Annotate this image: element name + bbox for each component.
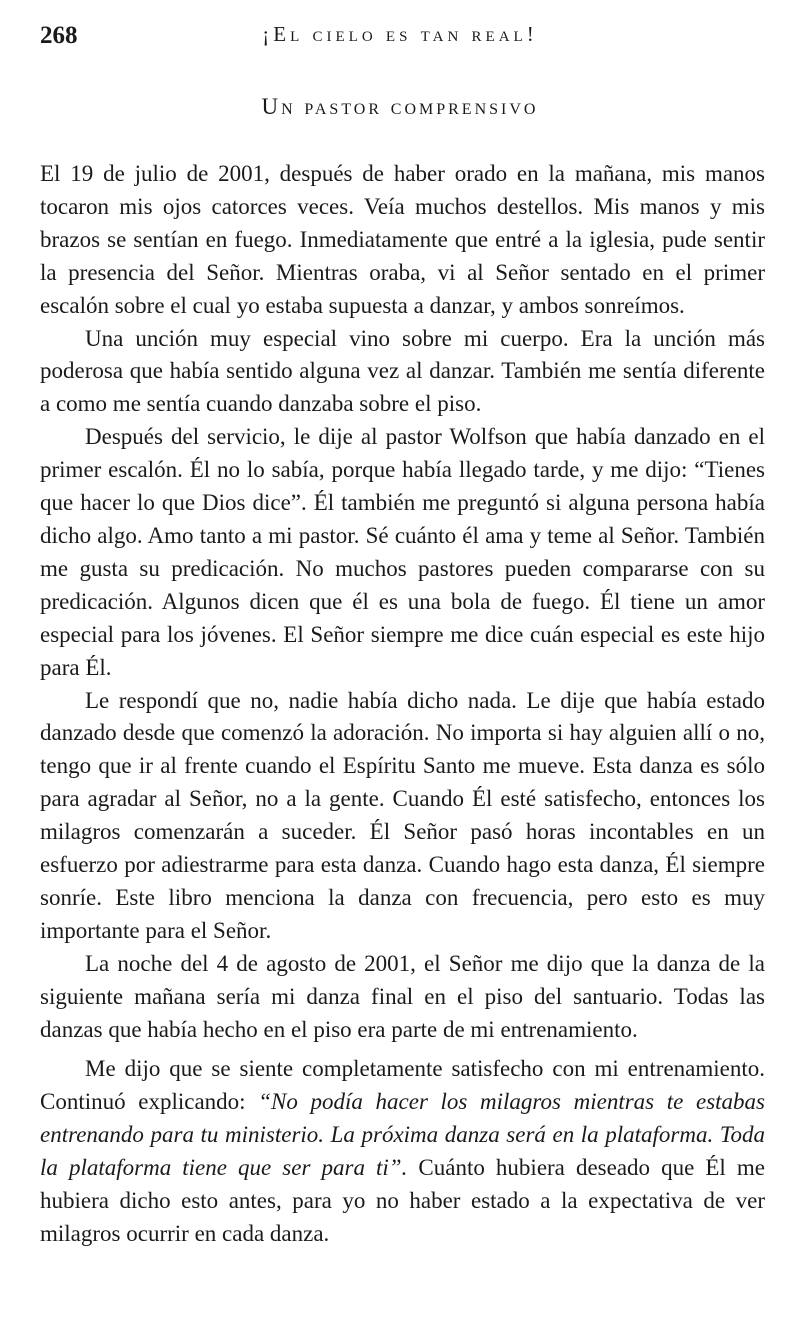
page-number: 268 bbox=[40, 22, 78, 49]
paragraph: Después del servicio, le dije al pastor Wolfson que había danzado en el primer escalón. Él no lo sabía, porque había llegado tarde, y me dijo: “Tienes que hacer lo que Dios dice”. Él también me preguntó si alguna persona había dicho algo. Amo tanto a mi pastor. Sé cuánto él ama y teme al Señor. También me gusta su predicación. No muchos pastores pueden compararse con su predicación. Algunos dicen que él es una bola de fuego. Él tiene un amor especial para los jóvenes. El Señor siempre me dice cuán especial es este hijo para Él. bbox=[40, 424, 765, 680]
paragraph bbox=[40, 1053, 765, 1250]
paragraph-text: Cuánto hubiera deseado que Él me hubiera dicho esto antes, para yo no haber estado a la expectativa de ver milagros ocurrir en cada danza. bbox=[40, 1155, 765, 1246]
body-text bbox=[40, 158, 765, 1251]
paragraph: El 19 de julio de 2001, después de haber orado en la mañana, mis manos tocaron mis ojos catorces veces. Veía muchos destellos. Mis manos y mis brazos se sentían en fuego. Inmediatamente que entré a la iglesia, pude sentir la presencia del Señor. Mientras oraba, vi al Señor sentado en el primer escalón sobre el cual yo estaba supuesta a danzar, y ambos sonreímos. bbox=[40, 161, 765, 318]
paragraph-text: Me dijo que se siente completamente satisfecho con mi entrenamiento. Continuó explicando: bbox=[40, 1056, 765, 1115]
paragraph: Le respondí que no, nadie había dicho nada. Le dije que había estado danzado desde que comenzó la adoración. No importa si hay alguien allí o no, tengo que ir al frente cuando el Espíritu Santo me mueve. Esta danza es sólo para agradar al Señor, no a la gente. Cuando Él esté satisfecho, entonces los milagros comenzarán a suceder. Él Señor pasó horas incontables en un esfuerzo por adiestrarme para esta danza. Cuando hago esta danza, Él siempre sonríe. Este libro menciona la danza con frecuencia, pero esto es muy importante para el Señor. bbox=[40, 687, 765, 943]
section-title: Un pastor comprensivo bbox=[261, 94, 539, 119]
paragraph: Una unción muy especial vino sobre mi cuerpo. Era la unción más poderosa que había sentido alguna vez al danzar. También me sentía diferente a como me sentía cuando danzaba sobre el piso. bbox=[40, 325, 765, 417]
running-head bbox=[40, 22, 760, 56]
book-title: ¡El cielo es tan real! bbox=[262, 22, 538, 46]
paragraph: La noche del 4 de agosto de 2001, el Señor me dijo que la danza de la siguiente mañana sería mi danza final en el piso del santuario. Todas las danzas que había hecho en el piso era parte de mi entrenamiento. bbox=[40, 950, 765, 1042]
lord-quote: “No podía hacer los milagros mientras te estabas entrenando para tu ministerio. La próxima danza será en la plataforma. Toda la plataforma tiene que ser para ti”. bbox=[40, 1089, 765, 1181]
